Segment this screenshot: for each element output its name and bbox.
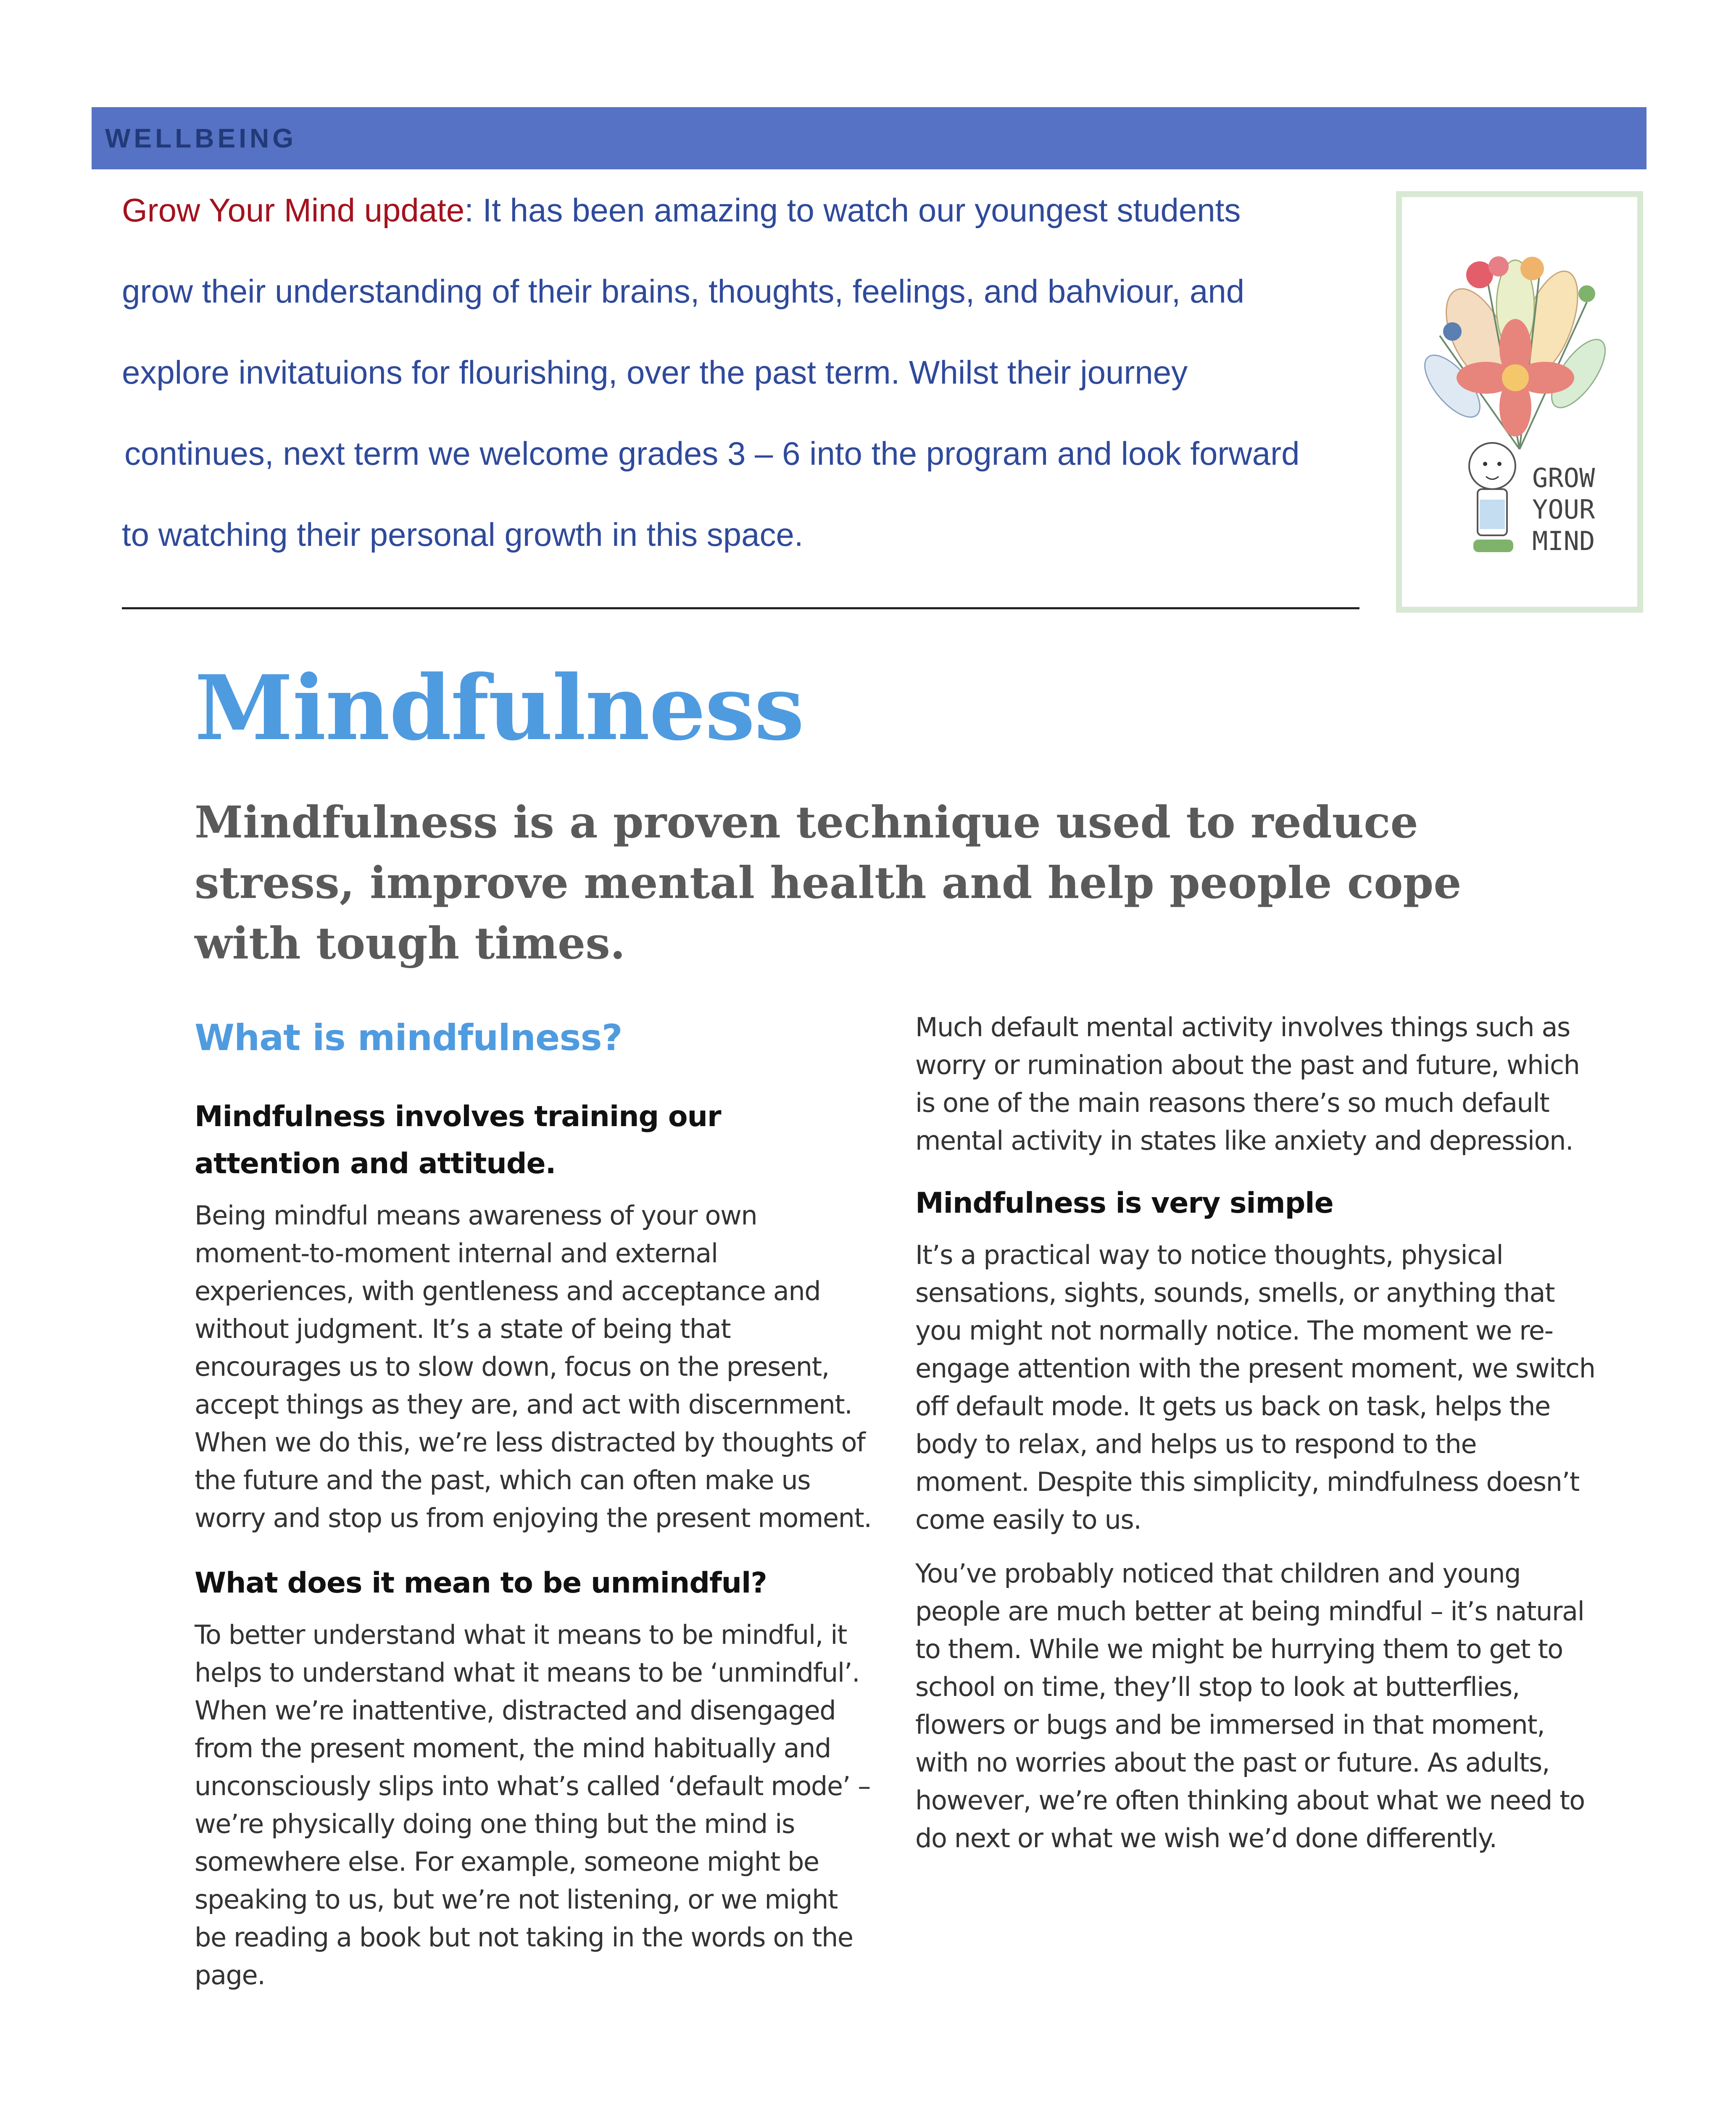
update-line-3: explore invitatuions for flourishing, over the past term. Whilst their journey xyxy=(122,354,1188,391)
paragraph-default-mental-activity: Much default mental activity involves things such as worry or rumination about the past and future, which is one of the main reasons there’s so much default mental activity in states like anxiety and depression. xyxy=(915,1012,1580,1156)
heading-unmindful: What does it mean to be unmindful? xyxy=(195,1567,767,1600)
update-lead: Grow Your Mind update xyxy=(122,192,465,229)
update-line-2: grow their understanding of their brains, thoughts, feelings, and bahviour, and xyxy=(122,273,1245,310)
paragraph-practical-way: It’s a practical way to notice thoughts, physical sensations, sights, sounds, smells, or anything that you might not normally notice. The moment we re-engage attention with the present moment, we switch off default mode. It gets us back on task, helps the body to relax, and helps us to respond to the moment. Despite this simplicity, mindfulness doesn’t come easily to us. xyxy=(915,1240,1595,1535)
flower-bouquet-illustration xyxy=(1402,197,1637,607)
paragraph-being-mindful: Being mindful means awareness of your own moment-to-moment internal and external experiences, with gentleness and acceptance and without judgment. It’s a state of being that encourages us to slow down, focus on the present, accept things as they are, and act with discernment. When we do this, we’re less distracted by thoughts of the future and the past, which can often make us worry and stop us from enjoying the present moment. xyxy=(195,1200,872,1533)
logo-text-grow: GROW xyxy=(1532,463,1595,493)
update-line-5: to watching their personal growth in this space. xyxy=(122,516,803,553)
grow-your-mind-logo xyxy=(1396,191,1643,613)
logo-text-mind: MIND xyxy=(1532,526,1595,556)
right-column xyxy=(915,1008,1596,1857)
paragraph-unmindful: To better understand what it means to be mindful, it helps to understand what it means to be ‘unmindful’. When we’re inattentive, distracted and disengaged from the present moment, the mind habitually and unconsciously slips into what’s called ‘default mode’ – we’re physically doing one thing but the mind is somewhere else. For example, someone might be speaking to us, but we’re not listening, or we might be reading a book but not taking in the words on the page. xyxy=(195,1619,870,1990)
article-subtitle: Mindfulness is a proven technique used to reduce stress, improve mental health and help people cope with tough times. xyxy=(195,796,1462,969)
heading-training-attention: Mindfulness involves training our attention and attitude. xyxy=(195,1100,721,1180)
heading-very-simple: Mindfulness is very simple xyxy=(915,1187,1333,1220)
section-banner xyxy=(92,107,1646,169)
section-heading: What is mindfulness? xyxy=(195,1017,622,1059)
update-first-line: It has been amazing to watch our youngest students xyxy=(473,192,1241,229)
logo-text-your: YOUR xyxy=(1532,494,1595,525)
grow-your-mind-update xyxy=(122,181,1399,586)
banner-label: WELLBEING xyxy=(105,123,297,153)
article-title: Mindfulness xyxy=(195,656,804,760)
paragraph-children-mindful: You’ve probably noticed that children and young people are much better at being mindful – it’s natural to them. While we might be hurrying them to get to school on time, they’ll stop to look at butterflies, flowers or bugs and be immersed in that moment, with no worries about the past or future. As adults, however, we’re often thinking about what we need to do next or what we wish we’d done differently. xyxy=(915,1558,1585,1854)
update-line-4: continues, next term we welcome grades 3 – 6 into the program and look forward xyxy=(124,435,1300,472)
left-column xyxy=(195,1008,875,1994)
update-line-1 xyxy=(122,181,1399,262)
update-colon: : xyxy=(464,192,474,229)
section-divider xyxy=(122,607,1359,609)
